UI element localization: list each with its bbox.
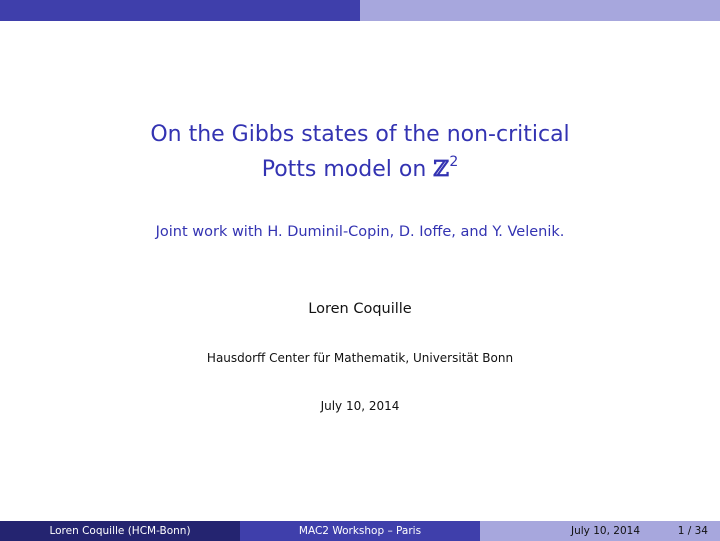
author-name: Loren Coquille <box>308 301 412 317</box>
footer-right-section <box>480 521 720 541</box>
title-line-1: On the Gibbs states of the non-critical <box>150 122 570 147</box>
top-bar-right-segment <box>360 0 720 21</box>
title-integers-symbol: ℤ <box>433 156 450 182</box>
footer-date: July 10, 2014 <box>571 525 640 537</box>
slide-footer <box>0 521 720 541</box>
footer-event: MAC2 Workshop – Paris <box>240 521 480 541</box>
footer-author: Loren Coquille (HCM-Bonn) <box>0 521 240 541</box>
slide-subtitle: Joint work with H. Duminil-Copin, D. Ioffe, and Y. Velenik. <box>155 224 565 240</box>
title-exponent: 2 <box>449 154 459 170</box>
top-bar-left-segment <box>0 0 360 21</box>
slide-title <box>0 118 720 187</box>
footer-page-number: 1 / 34 <box>677 525 708 537</box>
author-institute: Hausdorff Center für Mathematik, Universität Bonn <box>206 351 514 365</box>
title-line-2-text: Potts model on <box>261 157 434 182</box>
presentation-date: July 10, 2014 <box>320 399 400 413</box>
title-line-2 <box>0 152 720 187</box>
top-navigation-bar <box>0 0 720 21</box>
